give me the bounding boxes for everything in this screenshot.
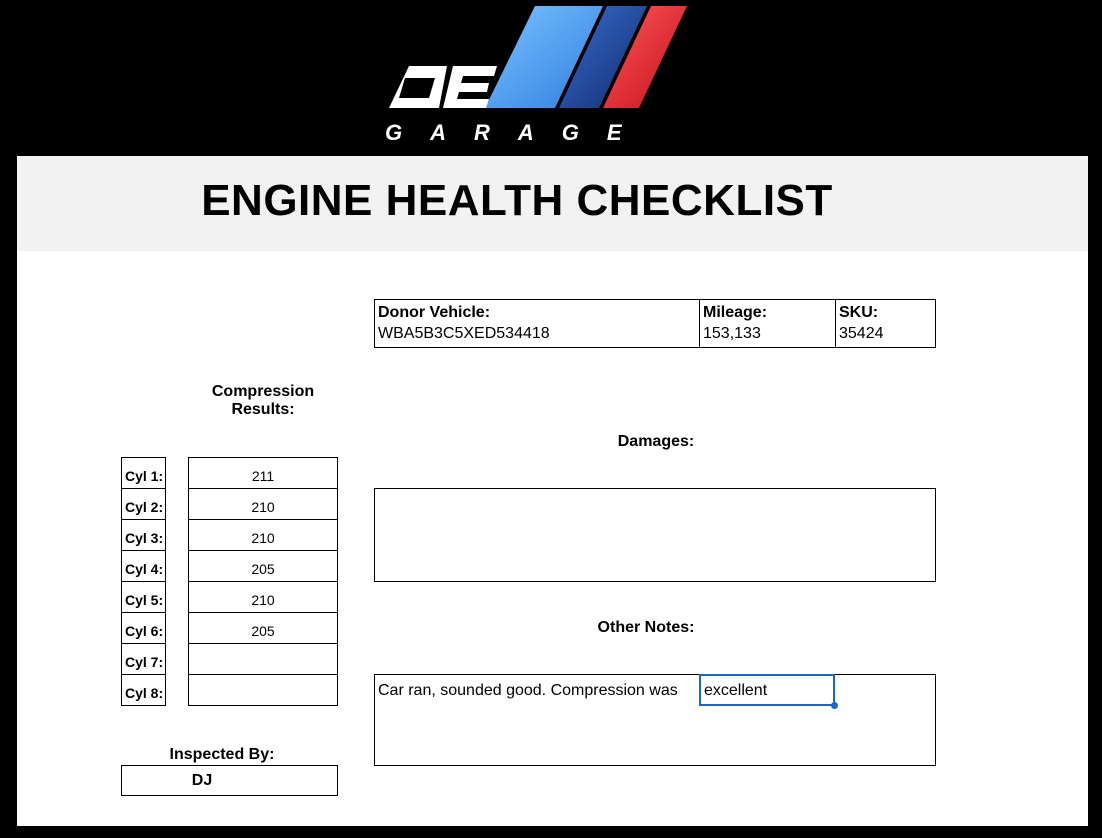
cyl-8-value[interactable] — [188, 674, 338, 706]
damages-heading: Damages: — [617, 433, 695, 450]
fill-handle[interactable] — [831, 702, 838, 709]
cyl-2-label: Cyl 2: — [121, 488, 166, 520]
sku-cell[interactable] — [835, 299, 936, 348]
cyl-8-label: Cyl 8: — [121, 674, 166, 706]
donor-vehicle-value: WBA5B3C5XED534418 — [378, 325, 550, 342]
other-notes-text: Car ran, sounded good. Compression was — [378, 682, 678, 699]
compression-heading — [183, 383, 343, 419]
cyl-7-label: Cyl 7: — [121, 643, 166, 675]
cyl-4-label: Cyl 4: — [121, 550, 166, 582]
cyl-6-label: Cyl 6: — [121, 612, 166, 644]
mileage-cell[interactable] — [699, 299, 836, 348]
sku-value: 35424 — [839, 325, 884, 342]
other-notes-field[interactable] — [374, 674, 936, 766]
other-notes-heading: Other Notes: — [597, 619, 695, 636]
inspected-by-heading: Inspected By: — [169, 746, 275, 763]
compression-heading-line1: Compression — [211, 383, 315, 400]
cyl-3-value[interactable]: 210 — [188, 519, 338, 551]
cyl-4-value[interactable]: 205 — [188, 550, 338, 582]
mileage-value: 153,133 — [703, 325, 761, 342]
compression-heading-line2: Results: — [231, 401, 295, 418]
mileage-label: Mileage: — [703, 304, 768, 321]
page-title: ENGINE HEALTH CHECKLIST — [201, 176, 833, 225]
logo-subtext: GARAGE — [385, 120, 650, 145]
cyl-6-value[interactable]: 205 — [188, 612, 338, 644]
logo — [385, 4, 695, 149]
cyl-5-label: Cyl 5: — [121, 581, 166, 613]
cyl-3-label: Cyl 3: — [121, 519, 166, 551]
cyl-1-label: Cyl 1: — [121, 457, 166, 489]
donor-vehicle-cell[interactable] — [374, 299, 700, 348]
cyl-2-value[interactable]: 210 — [188, 488, 338, 520]
sku-label: SKU: — [839, 304, 879, 321]
donor-vehicle-label: Donor Vehicle: — [378, 304, 491, 321]
logo-mark-icon — [385, 4, 695, 114]
cyl-7-value[interactable] — [188, 643, 338, 675]
cyl-5-value[interactable]: 210 — [188, 581, 338, 613]
inspected-by-value: DJ — [191, 772, 213, 789]
damages-field[interactable] — [374, 488, 936, 582]
inspected-by-field[interactable] — [121, 765, 338, 796]
selected-cell-text: excellent — [704, 682, 768, 699]
selected-cell[interactable] — [699, 674, 835, 706]
cyl-1-value[interactable]: 211 — [188, 457, 338, 489]
